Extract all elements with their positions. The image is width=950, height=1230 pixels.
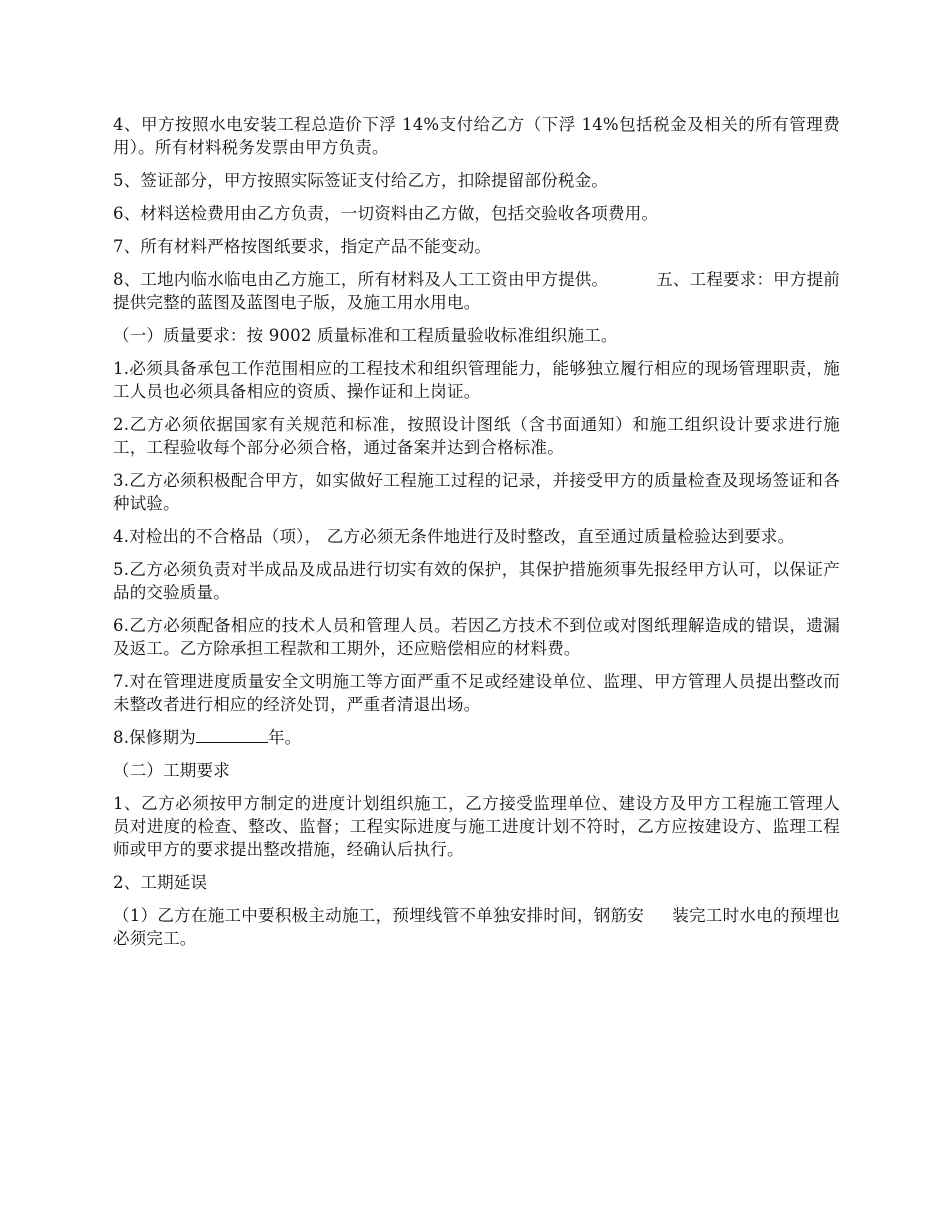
warranty-suffix: 年。 <box>267 728 302 747</box>
schedule-requirements-heading: （二）工期要求 <box>113 761 230 780</box>
document-page <box>113 113 840 960</box>
clause-5-visa: 5、签证部分，甲方按照实际签证支付给乙方，扣除提留部份税金。 <box>113 171 608 190</box>
quality-item-7: 7.对在管理进度质量安全文明施工等方面严重不足或经建设单位、监理、甲方管理人员提出整改而未整改者进行相应的经济处罚，严重者清退出场。 <box>113 672 840 714</box>
clause-8-temporary-utilities <box>113 268 840 314</box>
quality-requirements-heading: （一）质量要求：按 9002 质量标准和工程质量验收标准组织施工。 <box>113 326 618 345</box>
section-5-heading: 五、工程要求：甲方提前提供完整的蓝图及蓝图电子版，及施工用水用电。 <box>113 270 840 312</box>
quality-item-6: 6.乙方必须配备相应的技术人员和管理人员。若因乙方技术不到位或对图纸理解造成的错误，遗漏及返工。乙方除承担工程款和工期外，还应赔偿相应的材料费。 <box>113 616 840 658</box>
clause-6-inspection: 6、材料送检费用由乙方负责，一切资料由乙方做，包括交验收各项费用。 <box>113 204 659 223</box>
delay-item-1-text-a: （1）乙方在施工中要积极主动施工，预埋线管不单独安排时间，钢筋安 <box>113 906 645 925</box>
quality-item-3: 3.乙方必须积极配合甲方，如实做好工程施工过程的记录，并接受甲方的质量检查及现场签证和各种试验。 <box>113 471 840 513</box>
schedule-item-1: 1、乙方必须按甲方制定的进度计划组织施工，乙方接受监理单位、建设方及甲方工程施工管理人员对进度的检查、整改、监督；工程实际进度与施工进度计划不符时，乙方应按建设方、监理工程师或甲方的要求提出整改措施，经确认后执行。 <box>113 794 840 859</box>
schedule-item-2-delay: 2、工期延误 <box>113 873 208 892</box>
quality-item-8-warranty <box>113 726 840 749</box>
clause-8-text: 8、工地内临水临电由乙方施工，所有材料及人工工资由甲方提供。 <box>113 270 609 289</box>
clause-4-payment: 4、甲方按照水电安装工程总造价下浮 14%支付给乙方（下浮 14%包括税金及相关的所有管理费用）。所有材料税务发票由甲方负责。 <box>113 115 840 157</box>
clause-7-materials: 7、所有材料严格按图纸要求，指定产品不能变动。 <box>113 237 492 256</box>
warranty-prefix: 8.保修期为 <box>113 728 196 747</box>
quality-item-1: 1.必须具备承包工作范围相应的工程技术和组织管理能力，能够独立履行相应的现场管理职责，施工人员也必须具备相应的资质、操作证和上岗证。 <box>113 359 840 401</box>
quality-item-5: 5.乙方必须负责对半成品及成品进行切实有效的保护，其保护措施须事先报经甲方认可，以保证产品的交验质量。 <box>113 560 840 602</box>
quality-item-2: 2.乙方必须依据国家有关规范和标准，按照设计图纸（含书面通知）和施工组织设计要求进行施工，工程验收每个部分必须合格，通过备案并达到合格标准。 <box>113 415 840 457</box>
warranty-blank-line <box>196 726 268 743</box>
schedule-delay-item-1 <box>113 904 840 950</box>
delay-item-1-text-b: 装完工时水电的预埋也必须完工。 <box>113 906 840 948</box>
quality-item-4: 4.对检出的不合格品（项）， 乙方必须无条件地进行及时整改，直至通过质量检验达到要求。 <box>113 527 795 546</box>
